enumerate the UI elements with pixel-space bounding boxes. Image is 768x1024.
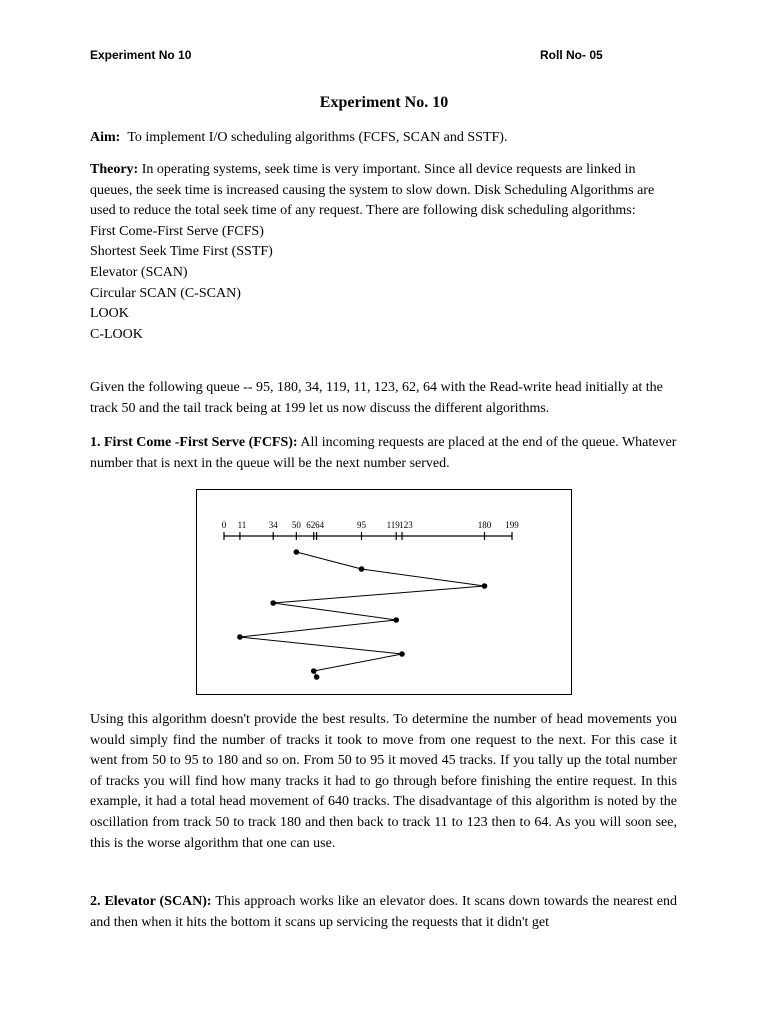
fcfs-chart-svg xyxy=(197,490,571,694)
aim-text: To implement I/O scheduling algorithms (FCFS, SCAN and SSTF). xyxy=(127,130,508,145)
track-tick-label: 34 xyxy=(268,520,278,530)
track-tick-label: 119 xyxy=(386,520,400,530)
header-roll-no: Roll No- 05 xyxy=(540,48,603,62)
track-tick-label: 62 xyxy=(306,520,316,530)
algorithm-item: First Come-First Serve (FCFS) xyxy=(90,223,264,239)
request-point xyxy=(270,600,276,606)
algorithm-item: Elevator (SCAN) xyxy=(90,264,188,280)
track-tick-label: 0 xyxy=(221,520,227,530)
given-text: Given the following queue -- 95, 180, 34, 119, 11, 123, 62, 64 with the Read-write head initially at the track 50 and the tail track being at 199 let us now discuss the different algorithms. xyxy=(90,380,663,416)
head-movement-segment xyxy=(314,654,402,671)
request-point xyxy=(294,549,300,555)
given-paragraph xyxy=(90,378,677,419)
header-experiment: Experiment No 10 xyxy=(90,48,192,62)
track-tick-label: 95 xyxy=(356,520,366,530)
request-point xyxy=(311,668,317,674)
track-tick-label: 199 xyxy=(505,520,519,530)
fcfs-diagram xyxy=(196,489,572,695)
fcfs-paragraph xyxy=(90,433,677,474)
aim-paragraph xyxy=(90,128,677,149)
track-tick-label: 11 xyxy=(237,520,247,530)
track-tick-label: 123 xyxy=(399,520,413,530)
explanation-text: Using this algorithm doesn't provide the best results. To determine the number of head movements you would simply find the number of tracks it took to move from one request to the next. For this case it went from 50 to 95 to 180 and so on. From 50 to 95 it moved 45 tracks. If you tally up the total number of tracks you will find how many tracks it had to go through before finishing the entire request. In this example, it had a total head movement of 640 tracks. The disadvantage of this algorithm is noted by the oscillation from track 50 to track 180 and then back to track 11 to 123 then to 64. As you will soon see, this is the worse algorithm that one can use. xyxy=(90,712,677,851)
request-point xyxy=(393,617,399,623)
head-movement-segment xyxy=(240,620,396,637)
page-title: Experiment No. 10 xyxy=(319,94,449,111)
track-tick-label: 64 xyxy=(315,520,325,530)
head-movement-segment xyxy=(240,637,402,654)
head-movement-segment xyxy=(273,586,484,603)
algorithm-item: LOOK xyxy=(90,306,129,322)
head-movement-segment xyxy=(361,569,484,586)
request-point xyxy=(359,566,365,572)
scan-paragraph xyxy=(90,892,677,933)
request-point xyxy=(399,651,405,657)
request-point xyxy=(237,634,243,640)
scan-text: This approach works like an elevator does. It scans down towards the nearest end and then when it hits the bottom it scans up servicing the requests that it didn't get xyxy=(90,894,678,930)
head-movement-segment xyxy=(273,603,396,620)
fcfs-label: 1. First Come -First Serve (FCFS): xyxy=(90,435,298,450)
theory-section xyxy=(90,160,677,345)
fcfs-text: All incoming requests are placed at the end of the queue. Whatever number that is next in the queue will be the next number served. xyxy=(90,435,677,471)
head-movement-segment xyxy=(296,552,361,569)
algorithm-item: Circular SCAN (C-SCAN) xyxy=(90,285,241,301)
request-point xyxy=(314,674,320,680)
explanation-paragraph xyxy=(90,710,677,854)
algorithm-item: Shortest Seek Time First (SSTF) xyxy=(90,244,273,260)
track-tick-label: 50 xyxy=(291,520,301,530)
theory-label: Theory: xyxy=(90,162,139,177)
request-point xyxy=(482,583,488,589)
track-tick-label: 180 xyxy=(477,520,492,530)
aim-label: Aim: xyxy=(90,130,121,145)
algorithm-item: C-LOOK xyxy=(90,326,143,342)
scan-label: 2. Elevator (SCAN): xyxy=(90,894,212,909)
theory-text: In operating systems, seek time is very important. Since all device requests are linked in queues, the seek time is increased causing the system to slow down. Disk Scheduling Algorithms are used to reduce the total seek time of any request. There are following disk scheduling algorithms: xyxy=(90,162,655,219)
